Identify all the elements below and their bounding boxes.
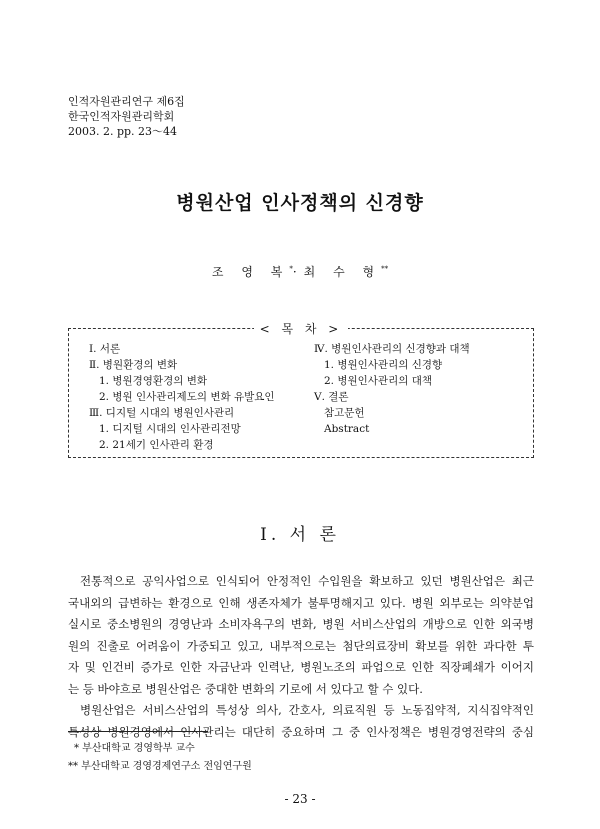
toc-item: 1. 병원인사관리의 신경향 <box>324 359 443 371</box>
toc-item: Ⅱ. 병원환경의 변화 <box>89 359 178 371</box>
author-1: 조 영 복 <box>211 265 290 279</box>
journal-name: 인적자원관리연구 제6집 <box>68 95 185 108</box>
toc-item: 2. 21세기 인사관리 환경 <box>99 439 214 451</box>
journal-society: 한국인적자원관리학회 <box>68 110 175 123</box>
toc-right-column <box>314 341 470 437</box>
page-number: - 23 - <box>284 792 316 806</box>
toc-item: Ⅴ. 결론 <box>314 391 349 403</box>
table-of-contents <box>68 322 534 458</box>
author-2: 최 수 형 <box>303 265 382 279</box>
toc-heading: < 목 차 > <box>254 322 349 336</box>
body-line: 는 등 바야흐로 병원산업은 중대한 변화의 기로에 서 있다고 할 수 있다. <box>68 681 423 696</box>
toc-item: 1. 디지털 시대의 인사관리전망 <box>99 423 241 435</box>
journal-issue: 2003. 2. pp. 23～44 <box>68 125 178 138</box>
body-line: 실시로 중소병원의 경영난과 소비자욕구의 변화, 병원 서비스산업의 개방으로 인한 외국병 <box>68 617 534 631</box>
footnote: ** 부산대학교 경영경제연구소 전임연구원 <box>68 761 252 772</box>
author-2-mark: ** <box>381 265 389 273</box>
toc-left-column <box>89 341 275 453</box>
toc-item: Ⅲ. 디지털 시대의 병원인사관리 <box>89 407 235 419</box>
body-paragraph <box>68 571 534 743</box>
section-heading: Ⅰ. 서 론 <box>260 525 340 545</box>
body-line: 국내외의 급변하는 환경으로 인해 생존자체가 불투명해지고 있다. 병원 외부로는 의약분업 <box>68 595 534 610</box>
paper-title: 병원산업 인사정책의 신경향 <box>176 192 424 214</box>
footnote-divider <box>68 731 208 732</box>
footnotes <box>68 740 252 776</box>
body-line: 전통적으로 공익사업으로 인식되어 안정적인 수입원을 확보하고 있던 병원산업은 최근 <box>80 574 534 588</box>
body-line: 자 및 인건비 증가로 인한 자금난과 인력난, 병원노조의 파업으로 인한 직장폐쇄가 이어지 <box>68 660 534 674</box>
body-line: 원의 진출로 어려움이 가중되고 있고, 내부적으로는 첨단의료장비 확보를 위한 과다한 투 <box>68 638 534 653</box>
toc-item: Ⅰ. 서론 <box>89 343 121 355</box>
toc-item: 2. 병원인사관리의 대책 <box>324 375 432 387</box>
body-line: 병원산업은 서비스산업의 특성상 의사, 간호사, 의료직원 등 노동집약적, 지식집약적인 <box>80 703 534 717</box>
authors <box>0 263 600 280</box>
toc-item: Abstract <box>324 423 370 435</box>
body-line: 특성상 병원경영에서 인사관리는 대단히 중요하며 그 중 인사정책은 병원경영전략의 중심 <box>68 724 534 739</box>
journal-header <box>68 94 185 139</box>
toc-item: 참고문헌 <box>324 407 365 419</box>
toc-item: 2. 병원 인사관리제도의 변화 유발요인 <box>99 391 275 403</box>
toc-item: 1. 병원경영환경의 변화 <box>99 375 207 387</box>
author-separator: · <box>292 265 304 279</box>
footnote: * 부산대학교 경영학부 교수 <box>74 743 195 754</box>
author-1-mark: * <box>289 265 293 273</box>
toc-item: Ⅳ. 병원인사관리의 신경향과 대책 <box>314 343 470 355</box>
